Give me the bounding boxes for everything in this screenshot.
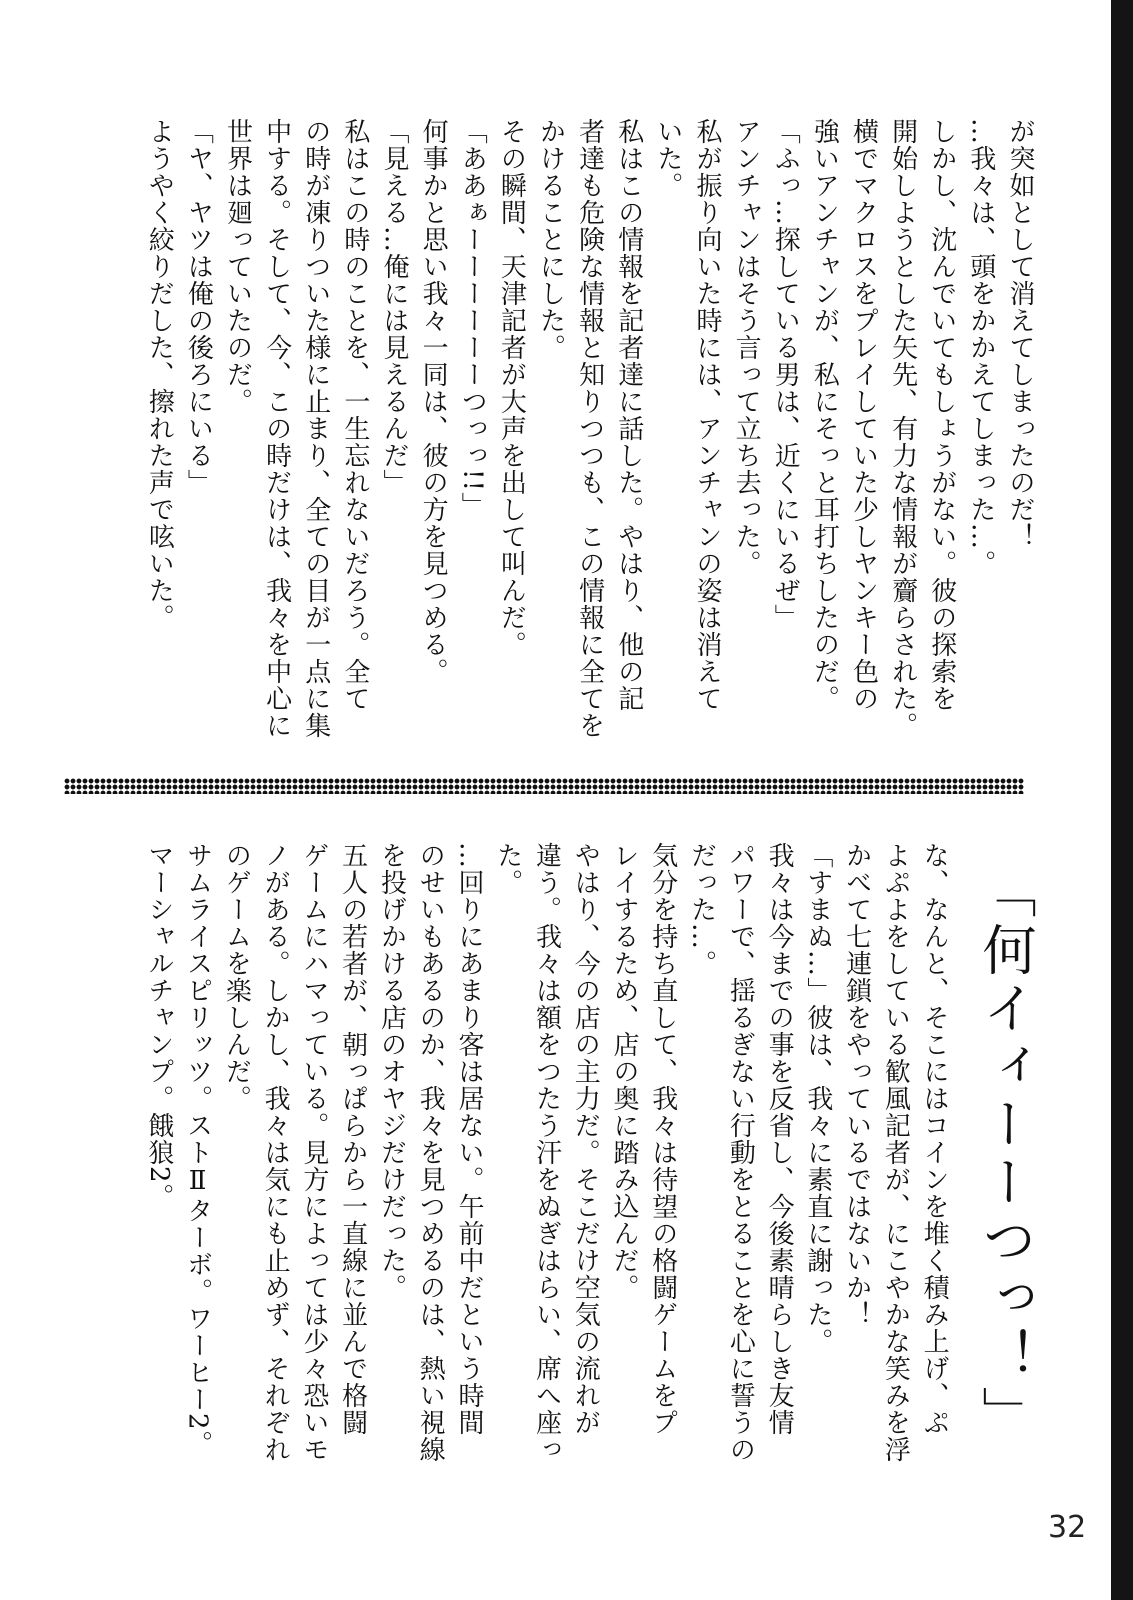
text-column: 違う。我々は額をつたう汗をぬぎはらい、席へ座っ — [531, 842, 562, 1463]
page-edge-shadow — [1111, 0, 1133, 1600]
text-column: を投げかける店のオヤジだけだった。 — [376, 842, 407, 1301]
shout-heading: 「何イィーーつっ！」 — [974, 864, 1037, 1444]
text-column: 私はこの時のことを、一生忘れないだろう。全て — [339, 118, 370, 712]
text-column: た。 — [492, 842, 523, 896]
text-column: サムライスピリッツ。ストⅡターボ。ワーヒー2。 — [182, 842, 213, 1458]
text-column: よぷよをしている歓風記者が、にこやかな笑みを浮 — [880, 842, 911, 1463]
page-number: 32 — [1048, 1510, 1087, 1545]
text-column: 「すまぬ…」彼は、我々に素直に謝った。 — [802, 842, 833, 1355]
text-column: パワーで、揺るぎない行動をとることを心に誓うの — [725, 842, 756, 1463]
text-column: かけることにした。 — [535, 118, 566, 361]
text-column: 五人の若者が、朝っぱらから一直線に並んで格闘 — [337, 842, 368, 1436]
text-column: …回りにあまり客は居ない。午前中だという時間 — [453, 842, 484, 1436]
text-column: のせいもあるのか、我々を見つめるのは、熱い視線 — [415, 842, 446, 1463]
text-column: ようやく絞りだした、擦れた声で呟いた。 — [144, 118, 175, 631]
text-column: 気分を持ち直して、我々は待望の格闘ゲームをプ — [647, 842, 678, 1436]
text-column: 何事かと思い我々一同は、彼の方を見つめる。 — [418, 118, 449, 685]
dotted-divider — [64, 778, 1024, 794]
text-column: が突如として消えてしまったのだ！ — [1005, 118, 1035, 550]
text-column: 「見える…俺には見えるんだ」 — [379, 118, 409, 496]
text-column: の時が凍りついた様に止まり、全ての目が一点に集 — [300, 118, 331, 739]
text-column: のゲームを楽しんだ。 — [221, 842, 252, 1112]
text-column: 私はこの情報を記者達に話した。やはり、他の記 — [613, 118, 644, 712]
text-section-top — [140, 118, 1040, 758]
text-column: ゲームにハマっている。見方によっては少々恐いモ — [298, 842, 329, 1463]
text-column: アンチャンはそう言って立ち去った。 — [731, 118, 762, 577]
text-column: 者達も危険な情報と知りつつも、この情報に全てを — [574, 118, 605, 739]
text-column: だった…。 — [686, 842, 717, 977]
text-column: 「ふっ…探している男は、近くにいるぜ」 — [770, 118, 801, 631]
text-column: 強いアンチャンが、私にそっと耳打ちしたのだ。 — [809, 118, 840, 712]
text-column: …我々は、頭をかかえてしまった…。 — [965, 118, 996, 577]
text-section-bottom — [140, 842, 1040, 1492]
text-column: 中する。そして、今、この時だけは、我々を中心に — [261, 118, 292, 739]
text-column: ノがある。しかし、我々は気にも止めず、それぞれ — [260, 842, 291, 1463]
text-column: 横でマクロスをプレイしていた少しヤンキー色の — [848, 118, 879, 712]
text-column: かべて七連鎖をやっているではないか！ — [841, 842, 872, 1328]
text-column: いた。 — [652, 118, 683, 199]
text-column: 「ヤ、ヤツは俺の後ろにいる」 — [183, 118, 214, 496]
text-column: 開始しようとした矢先、有力な情報が齎らされた。 — [887, 118, 918, 739]
text-column: 我々は今までの事を反省し、今後素晴らしき友情 — [764, 842, 795, 1436]
text-column: 私が振り向いた時には、アンチャンの姿は消えて — [692, 118, 722, 712]
text-column: マーシャルチャンプ。餓狼2。 — [143, 842, 174, 1211]
text-column: やはり、今の店の主力だ。そこだけ空気の流れが — [570, 842, 601, 1436]
text-column: しかし、沈んでいてもしょうがない。彼の探索を — [926, 118, 957, 712]
text-column: レイするため、店の奥に踏み込んだ。 — [609, 842, 640, 1301]
text-column: その瞬間、天津記者が大声を出して叫んだ。 — [496, 118, 527, 658]
text-column: 「ああぁーーーーーーつっっ!!」 — [457, 118, 488, 519]
text-column: な、なんと、そこにはコインを堆く積み上げ、ぷ — [919, 842, 950, 1436]
text-column: 世界は廻っていたのだ。 — [222, 118, 253, 415]
